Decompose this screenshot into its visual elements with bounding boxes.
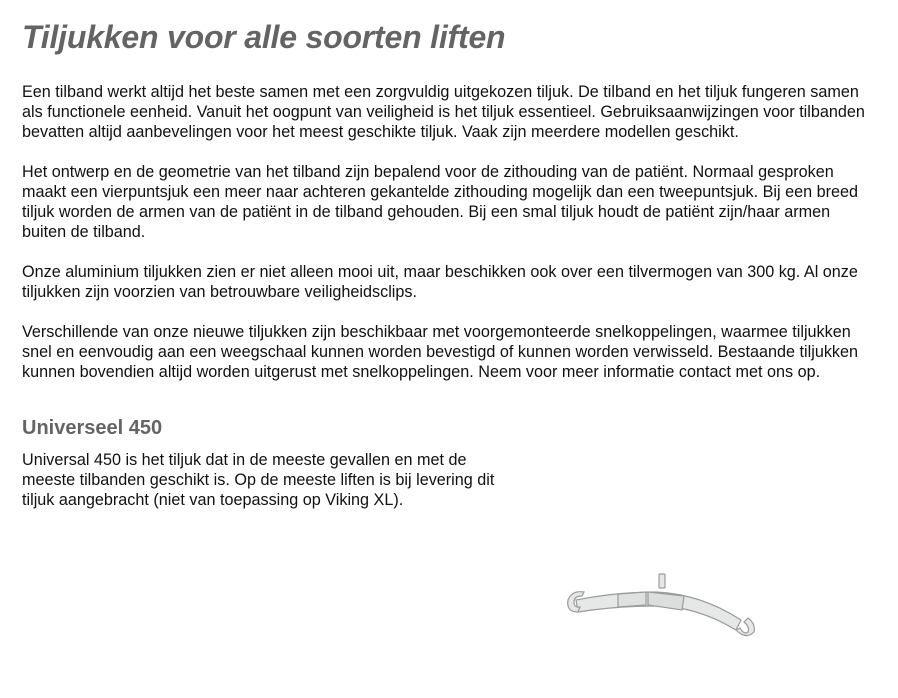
aluminium-paragraph: Onze aluminium tiljukken zien er niet alleen mooi uit, maar beschikken ook over een tilvermogen van 300 kg. Al onze tiljukken zijn voorzien van betrouwbare veiligheidsclips. [22, 263, 858, 301]
spreader-bar-image [556, 572, 756, 652]
design-paragraph: Het ontwerp en de geometrie van het tilband zijn bepalend voor de zithouding van de patiënt. Normaal gesproken maakt een vierpuntsjuk een meer naar achteren gekantelde zithouding mogelijk dan een tweepuntsjuk. Bij een breed tiljuk worden de armen van de patiënt in de tilband gehouden. Bij een smal tiljuk houdt de patiënt zijn/haar armen buiten de tilband. [22, 163, 858, 241]
intro-paragraph: Een tilband werkt altijd het beste samen met een zorgvuldig uitgekozen tiljuk. De tilband en het tiljuk fungeren samen als functionele eenheid. Vanuit het oogpunt van veiligheid is het tiljuk essentieel. Gebruiksaanwijzingen voor tilbanden bevatten altijd aanbevelingen voor het meest geschikte tiljuk. Vaak zijn meerdere modellen geschikt. [22, 83, 865, 141]
quick-coupling-paragraph: Verschillende van onze nieuwe tiljukken zijn beschikbaar met voorgemonteerde snelkoppelingen, waarmee tiljukken snel en eenvoudig aan een weegschaal kunnen worden bevestigd of kunnen worden verwisseld. Bestaande tiljukken kunnen bovendien altijd worden uitgerust met snelkoppelingen. Neem voor meer informatie contact met ons op. [22, 323, 859, 381]
page-title: Tiljukken voor alle soorten liften [22, 19, 506, 55]
section-text: Universal 450 is het tiljuk dat in de meeste gevallen en met de meeste tilbanden geschikt is. Op de meeste liften is bij levering dit tiljuk aangebracht (niet van toepassing op Viking XL). [22, 451, 495, 509]
section-heading: Universeel 450 [22, 417, 163, 439]
